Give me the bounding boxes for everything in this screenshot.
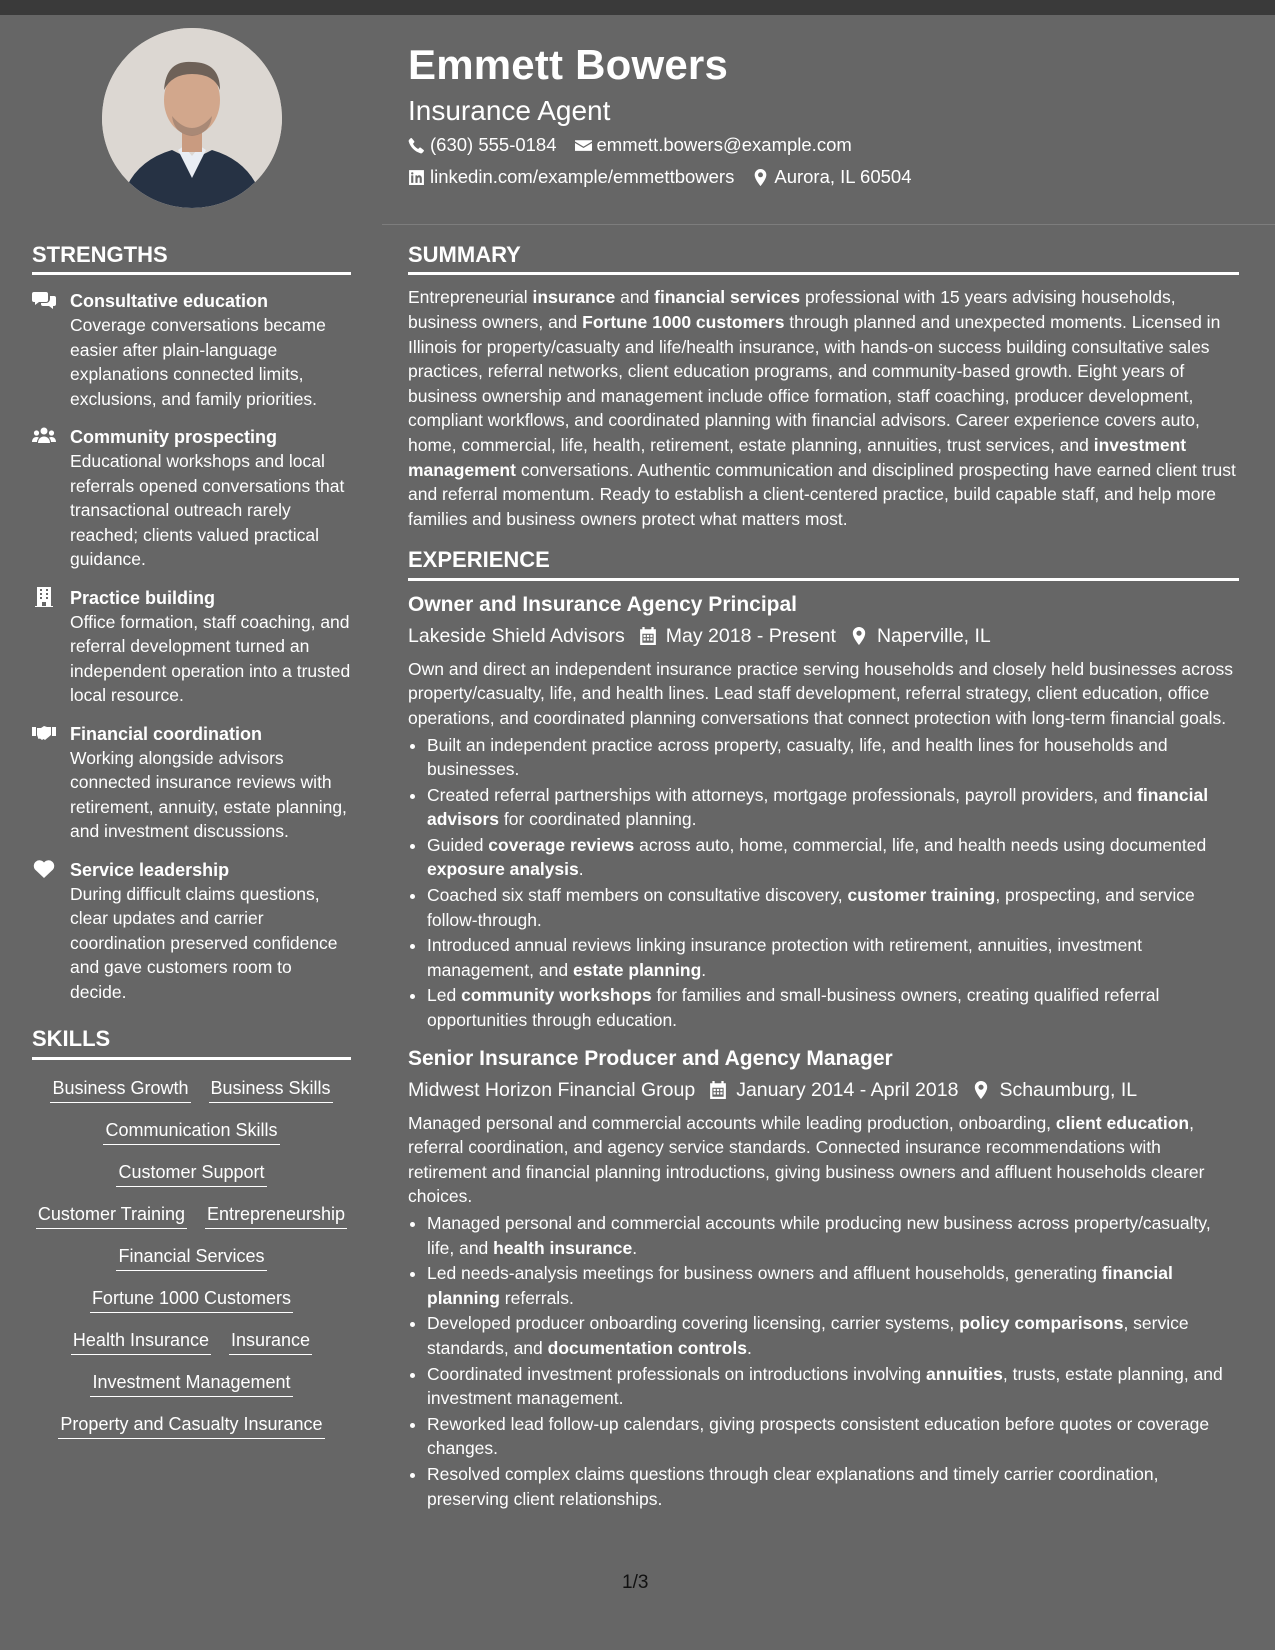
bold-keyword: annuities [926,1363,1003,1384]
job-location [850,621,991,651]
bold-keyword: documentation controls [547,1337,747,1358]
experience-heading: EXPERIENCE [408,547,1239,580]
phone-text: (630) 555-0184 [430,134,557,155]
job-bullet: • Introduced annual reviews linking insurance protection with retirement, annuities, investment management, and estate planning. [427,933,1239,982]
contact-phone [408,134,557,156]
profile-photo [102,28,282,208]
bold-keyword: financial services [654,287,801,308]
skills-heading: SKILLS [32,1026,351,1059]
header-divider [382,224,1275,225]
job-location-text: Naperville, IL [876,624,991,647]
strength-title: Financial coordination [70,723,263,744]
top-bar [0,0,1275,15]
linkedin-text[interactable]: linkedin.com/example/emmettbowers [430,166,735,187]
job-meta [408,1075,1239,1105]
calendar-icon [709,1081,727,1099]
strength-item [32,722,351,844]
map-pin-icon [850,627,868,645]
building-icon [32,587,56,607]
strengths-list [32,289,351,1004]
job-bullets [408,1211,1239,1511]
bold-keyword: Fortune 1000 customers [582,311,785,332]
job-title: Insurance Agent [408,95,611,126]
job-bullet: • Built an independent practice across property, casualty, life, and health lines for households and businesses. [427,733,1239,782]
map-pin-icon [752,169,769,186]
job-bullet: • Managed personal and commercial accounts while producing new business across property/casualty, life, and health insurance. [427,1211,1239,1260]
bold-keyword: insurance [532,287,616,308]
job-bullet: • Developed producer onboarding covering licensing, carrier systems, policy comparisons, service standards, and documentation controls. [427,1311,1239,1360]
candidate-name: Emmett Bowers [408,41,729,88]
summary-text: Entrepreneurial insurance and financial services professional with 15 years advising households, business owners, and Fortune 1000 customers through planned and unexpected moments. Licensed in Illinois for property/casualty and life/health insurance, with hands-on success building consultative sales practices, referral networks, client education programs, and community-based growth. Eight years of business ownership and management include office formation, staff coaching, producer development, compliant workflows, and coordinated planning with financial advisors. Career experience covers auto, home, commercial, life, health, retirement, estate planning, annuities, trust services, and investment management conversations. Authentic communication and disciplined prospecting have earned client trust and referral momentum. Ready to establish a client-centered practice, build capable staff, and help more families and business owners protect what matters most. [408,287,1236,529]
strength-title: Service leadership [70,859,230,880]
contact-row-1 [408,134,852,156]
job-bullet: • Reworked lead follow-up calendars, giving prospects consistent education before quotes or coverage changes. [427,1412,1239,1461]
contact-location [752,166,911,188]
strength-desc: Working alongside advisors connected insurance reviews with retirement, annuity, estate planning, and investment discussions. [70,747,347,842]
job-dates [709,1075,958,1105]
summary-heading: SUMMARY [408,242,1239,275]
bold-keyword: estate planning [572,959,702,980]
job-description: Own and direct an independent insurance practice serving households and closely held businesses across property/casualty, life, and health lines. Lead staff development, referral strategy, client education, office operations, and coordinated planning conversations that connect protection with long-term financial goals. [408,658,1233,728]
job-bullet: • Led community workshops for families and small-business owners, creating qualified referral opportunities through education. [427,983,1239,1032]
job-bullet: • Coordinated investment professionals on introductions involving annuities, trusts, estate planning, and investment management. [427,1362,1239,1411]
email-text[interactable]: emmett.bowers@example.com [596,134,852,155]
handshake-icon [32,723,56,743]
job-bullet: • Created referral partnerships with attorneys, mortgage professionals, payroll providers, and financial advisors for coordinated planning. [427,783,1239,832]
phone-icon [408,137,425,154]
job-meta [408,621,1239,651]
job-position: Senior Insurance Producer and Agency Manager [408,1046,893,1070]
skill-tag: Financial Services [116,1244,266,1271]
right-column [408,242,1239,1512]
strength-desc: Office formation, staff coaching, and referral development turned an independent operation into a trusted local resource. [70,611,351,706]
strength-desc: During difficult claims questions, clear updates and carrier coordination preserved confidence and gave customers room to decide. [70,883,338,1002]
strength-item [32,858,351,1005]
job-bullet: • Coached six staff members on consultative discovery, customer training, prospecting, and service follow-through. [427,883,1239,932]
strength-item [32,289,351,411]
strengths-heading: STRENGTHS [32,242,351,275]
job-entry [408,591,1239,1033]
job-location-text: Schaumburg, IL [999,1078,1138,1101]
comments-icon [32,290,56,310]
location-text: Aurora, IL 60504 [774,166,912,187]
job-position: Owner and Insurance Agency Principal [408,592,798,616]
job-company: Lakeside Shield Advisors [408,624,625,647]
bold-keyword: financial advisors [427,784,1209,830]
bold-keyword: customer training [847,885,996,906]
calendar-icon [639,627,657,645]
strength-item [32,586,351,708]
page-number: 1/3 [622,1572,649,1593]
contact-row-2 [408,166,912,188]
job-location [972,1075,1137,1105]
skill-tag: Customer Support [116,1160,266,1187]
map-pin-icon [972,1081,990,1099]
job-dates [639,621,836,651]
skill-tag: Business Growth [50,1076,190,1103]
left-column [32,242,351,1439]
skill-tag: Customer Training [36,1202,187,1229]
skill-tag: Health Insurance [71,1328,211,1355]
skill-tag: Investment Management [90,1370,292,1397]
heart-icon [32,859,56,879]
bold-keyword: financial planning [427,1263,1173,1308]
users-icon [32,426,56,446]
envelope-icon [575,137,592,154]
strength-title: Consultative education [70,291,269,312]
bold-keyword: exposure analysis [427,859,579,880]
job-bullets [408,733,1239,1033]
strength-item [32,425,351,572]
strength-desc: Educational workshops and local referrals opened conversations that transactional outreach rarely reached; clients valued practical guidance. [70,451,345,570]
bold-keyword: health insurance [493,1237,633,1258]
contact-linkedin[interactable] [408,166,734,188]
skills-list [32,1076,351,1439]
job-dates-text: May 2018 - Present [665,624,836,647]
job-entry [408,1045,1239,1512]
strength-title: Community prospecting [70,427,278,448]
bold-keyword: client education [1055,1112,1190,1133]
contact-email[interactable] [575,134,852,156]
job-bullet: • Resolved complex claims questions through clear explanations and timely carrier coordination, preserving client relationships. [427,1462,1239,1511]
job-bullet: • Guided coverage reviews across auto, home, commercial, life, and health needs using documented exposure analysis. [427,833,1239,882]
profile-photo-image [102,28,282,208]
skill-tag: Fortune 1000 Customers [90,1286,293,1313]
job-dates-text: January 2014 - April 2018 [736,1078,959,1101]
bold-keyword: policy comparisons [959,1313,1124,1334]
bold-keyword: community workshops [461,985,652,1006]
strength-desc: Coverage conversations became easier after plain-language explanations connected limits, exclusions, and family priorities. [70,315,326,409]
skill-tag: Entrepreneurship [205,1202,347,1229]
skill-tag: Property and Casualty Insurance [58,1412,324,1439]
job-company: Midwest Horizon Financial Group [408,1078,696,1101]
bold-keyword: coverage reviews [488,834,635,855]
bold-keyword: investment management [408,434,1187,480]
strength-title: Practice building [70,587,216,608]
job-bullet: • Led needs-analysis meetings for business owners and affluent households, generating financial planning referrals. [427,1261,1239,1310]
job-description: Managed personal and commercial accounts while leading production, onboarding, client education, referral coordination, and agency service standards. Connected insurance recommendations with retirement and financial planning introductions, giving business owners and affluent households clearer choices. [408,1112,1205,1207]
skill-tag: Insurance [229,1328,312,1355]
skill-tag: Business Skills [209,1076,333,1103]
skill-tag: Communication Skills [103,1118,279,1145]
linkedin-icon [408,169,425,186]
